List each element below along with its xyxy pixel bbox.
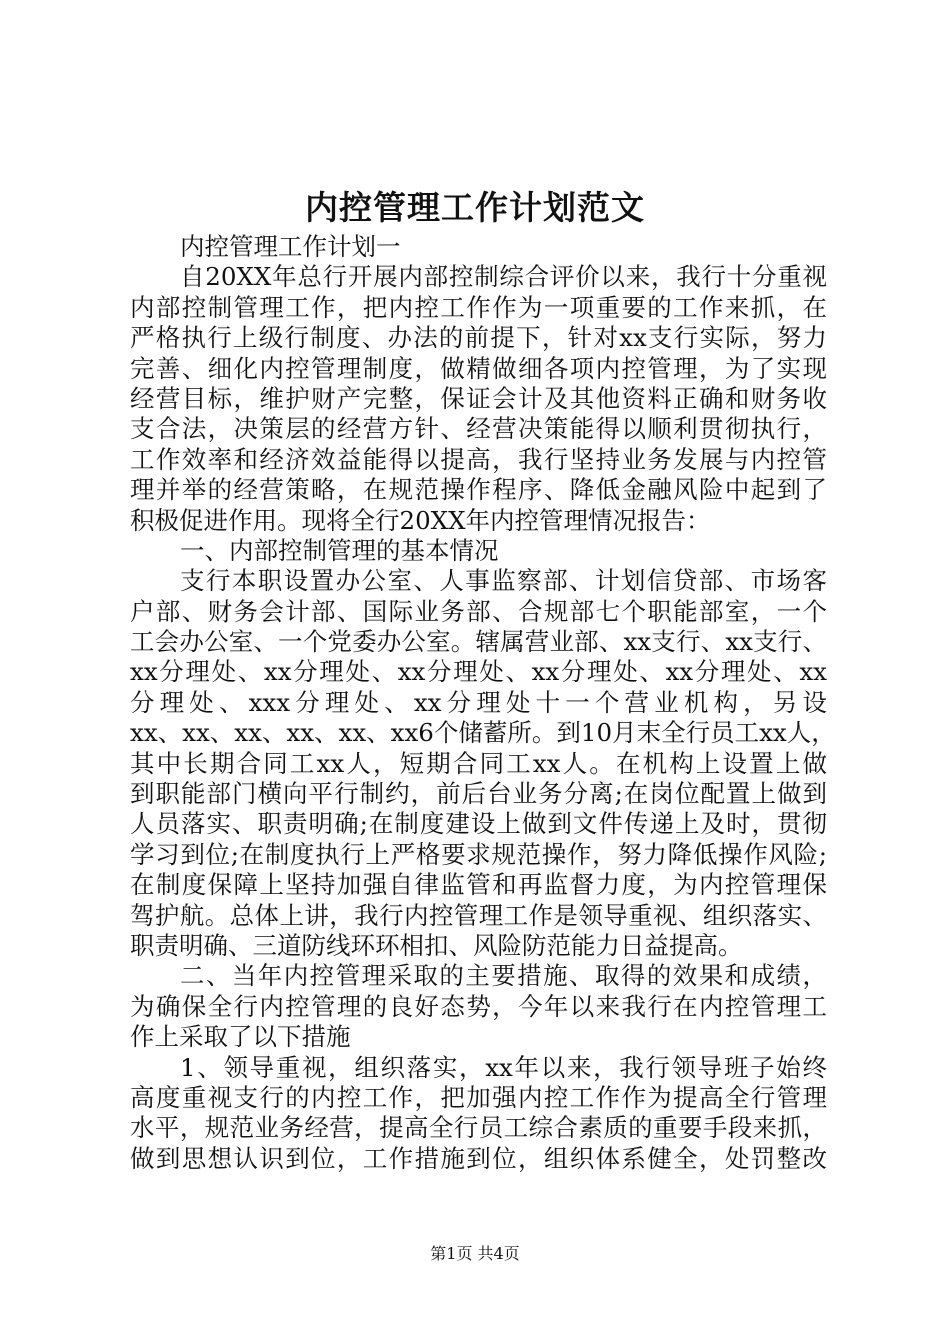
paragraph-line: 作上采取了以下措施 (130, 1022, 351, 1052)
paragraph-line: 户部、财务会计部、国际业务部、合规部七个职能部室，一个 (130, 596, 827, 626)
paragraph-line: 驾护航。总体上讲，我行内控管理工作是领导重视、组织落实、 (130, 900, 827, 930)
document-body (130, 232, 836, 1174)
paragraph-line: 为确保全行内控管理的良好态势，今年以来我行在内控管理工 (130, 991, 827, 1021)
section-heading: 二、当年内控管理采取的主要措施、取得的效果和成绩， (180, 961, 827, 991)
paragraph-line: 1、领导重视，组织落实，xx年以来，我行领导班子始终 (180, 1052, 827, 1082)
paragraph-line: 工会办公室、一个党委办公室。辖属营业部、xx支行、xx支行、 (130, 627, 827, 657)
paragraph-line: 内部控制管理工作，把内控工作作为一项重要的工作来抓，在 (130, 292, 827, 322)
paragraph-line: 职责明确、三道防线环环相扣、风险防范能力日益提高。 (130, 930, 743, 960)
paragraph-line: 分理处、xxx分理处、xx分理处十一个营业机构，另设 (130, 687, 827, 717)
page-footer: 第1页 共4页 (430, 1244, 520, 1263)
paragraph-line: 自20XX年总行开展内部控制综合评价以来，我行十分重视 (180, 262, 827, 292)
paragraph-line: 支行本职设置办公室、人事监察部、计划信贷部、市场客 (180, 566, 827, 596)
paragraph-line: 严格执行上级行制度、办法的前提下，针对xx支行实际，努力 (130, 323, 827, 353)
paragraph-line: 在制度保障上坚持加强自律监管和再监督力度，为内控管理保 (130, 870, 827, 900)
paragraph-line: 完善、细化内控管理制度，做精做细各项内控管理，为了实现 (130, 353, 827, 383)
paragraph-line: 积极促进作用。现将全行20XX年内控管理情况报告： (130, 505, 711, 535)
paragraph-line: 理并举的经营策略，在规范操作程序、降低金融风险中起到了 (130, 475, 827, 505)
paragraph-line: xx分理处、xx分理处、xx分理处、xx分理处、xx分理处、xx (130, 657, 827, 687)
paragraph-line: 做到思想认识到位，工作措施到位，组织体系健全，处罚整改 (130, 1143, 827, 1173)
document-title: 内控管理工作计划范文 (305, 188, 645, 227)
section-heading: 内控管理工作计划一 (180, 232, 401, 261)
paragraph-line: 到职能部门横向平行制约，前后台业务分离;在岗位配置上做到 (130, 779, 827, 809)
paragraph-line: 支合法，决策层的经营方针、经营决策能得以顺利贯彻执行， (130, 414, 827, 444)
paragraph-line: 工作效率和经济效益能得以提高，我行坚持业务发展与内控管 (130, 444, 827, 474)
paragraph-line: 水平，规范业务经营，提高全行员工综合素质的重要手段来抓， (130, 1113, 827, 1143)
paragraph-line: 高度重视支行的内控工作，把加强内控工作作为提高全行管理 (130, 1082, 827, 1112)
section-heading: 一、内部控制管理的基本情况 (180, 535, 499, 565)
paragraph-line: 学习到位;在制度执行上严格要求规范操作，努力降低操作风险; (130, 839, 827, 869)
paragraph-line: xx、xx、xx、xx、xx、xx6个储蓄所。到10月末全行员工xx人， (130, 718, 836, 748)
paragraph-line: 其中长期合同工xx人，短期合同工xx人。在机构上设置上做 (130, 748, 827, 778)
paragraph-line: 经营目标，维护财产完整，保证会计及其他资料正确和财务收 (130, 383, 827, 413)
paragraph-line: 人员落实、职责明确;在制度建设上做到文件传递上及时，贯彻 (130, 809, 827, 839)
